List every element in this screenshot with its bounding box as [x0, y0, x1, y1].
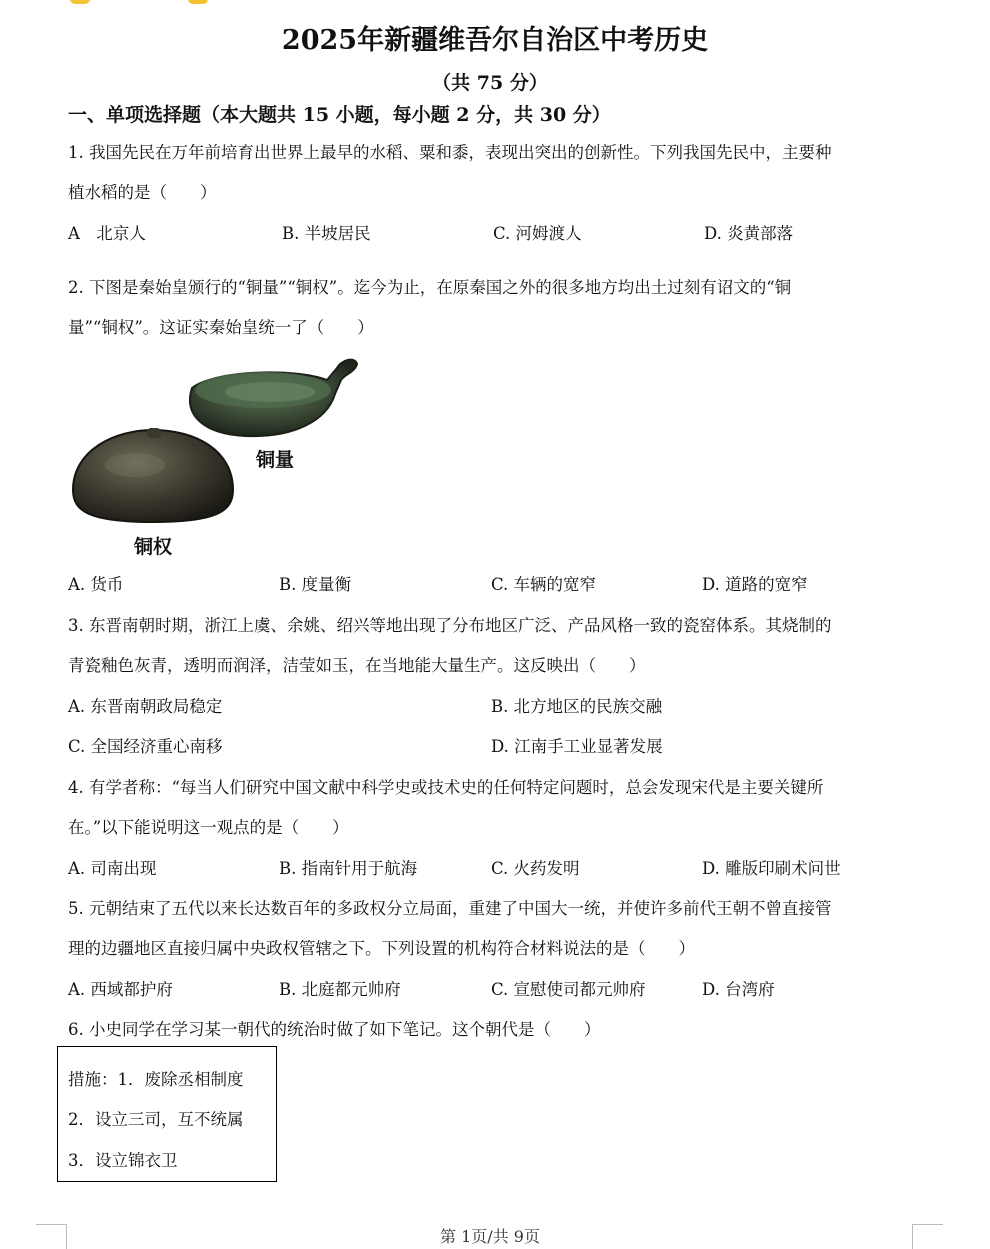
q2-stem-line2: 量”“铜权”。这证实秦始皇统一了（ ） [68, 318, 374, 337]
q4-option-a: A. 司南出现 [68, 859, 157, 878]
q6-note-3: 3．设立锦衣卫 [68, 1151, 178, 1170]
q3-option-d: D. 江南手工业显著发展 [491, 737, 663, 756]
q4-option-d: D. 雕版印刷术问世 [702, 859, 841, 878]
bronze-artifacts-image [65, 350, 365, 550]
q2-stem-line1: 2. 下图是秦始皇颁行的“铜量”“铜权”。迄今为止，在原秦国之外的很多地方均出土过刻有诏文的“铜 [68, 278, 792, 297]
page-subtitle: （共 75 分） [432, 72, 548, 94]
q6-stem-line1: 6. 小史同学在学习某一朝代的统治时做了如下笔记。这个朝代是（ ） [68, 1020, 601, 1039]
q2-option-c: C. 车辆的宽窄 [491, 575, 597, 594]
q1-option-b: B. 半坡居民 [282, 224, 371, 243]
q2-option-d: D. 道路的宽窄 [702, 575, 808, 594]
caption-copper-measure: 铜量 [256, 449, 295, 471]
q6-notes-box [57, 1046, 277, 1182]
copper-measure-icon [190, 360, 357, 437]
q6-note-2: 2．设立三司，互不统属 [68, 1110, 244, 1129]
q5-option-d: D. 台湾府 [702, 980, 775, 999]
q1-stem-line1: 1. 我国先民在万年前培育出世界上最早的水稻、粟和黍，表现出突出的创新性。下列我国先民中，主要种 [68, 143, 832, 162]
q2-option-a: A. 货币 [68, 575, 124, 594]
q5-option-c: C. 宣慰使司都元帅府 [491, 980, 646, 999]
q1-stem-line2: 植水稻的是（ ） [68, 183, 217, 202]
q1-option-c: C. 河姆渡人 [493, 224, 582, 243]
q5-option-b: B. 北庭都元帅府 [279, 980, 401, 999]
q4-option-c: C. 火药发明 [491, 859, 580, 878]
q5-stem-line1: 5. 元朝结束了五代以来长达数百年的多政权分立局面，重建了中国大一统，并使许多前代王朝不曾直接管 [68, 899, 832, 918]
page-title: 2025年新疆维吾尔自治区中考历史 [281, 25, 709, 56]
caption-copper-weight: 铜权 [134, 536, 173, 558]
copper-weight-icon [73, 428, 233, 522]
q1-option-d: D. 炎黄部落 [704, 224, 794, 243]
header-logo-left [70, 0, 90, 4]
q3-option-b: B. 北方地区的民族交融 [491, 697, 663, 716]
q5-stem-line2: 理的边疆地区直接归属中央政权管辖之下。下列设置的机构符合材料说法的是（ ） [68, 939, 695, 958]
q4-stem-line2: 在。”以下能说明这一观点的是（ ） [68, 818, 349, 837]
q5-option-a: A. 西域都护府 [68, 980, 173, 999]
q3-option-a: A. 东晋南朝政局稳定 [68, 697, 223, 716]
header-logo-right [188, 0, 208, 4]
q6-note-1: 措施：1．废除丞相制度 [68, 1070, 244, 1089]
q4-option-b: B. 指南针用于航海 [279, 859, 418, 878]
q1-option-a: A 北京人 [68, 224, 146, 243]
q4-stem-line1: 4. 有学者称：“每当人们研究中国文献中科学史或技术史的任何特定问题时，总会发现宋代是主要关键所 [68, 778, 824, 797]
q3-stem-line1: 3. 东晋南朝时期，浙江上虞、余姚、绍兴等地出现了分布地区广泛、产品风格一致的瓷窑体系。其烧制的 [68, 616, 832, 635]
page-footer: 第 1页/共 9页 [440, 1227, 540, 1246]
q3-stem-line2: 青瓷釉色灰青，透明而润泽，洁莹如玉，在当地能大量生产。这反映出（ ） [68, 656, 646, 675]
q3-option-c: C. 全国经济重心南移 [68, 737, 223, 756]
q2-option-b: B. 度量衡 [279, 575, 352, 594]
section-heading: 一、单项选择题（本大题共 15 小题，每小题 2 分，共 30 分） [68, 104, 611, 126]
